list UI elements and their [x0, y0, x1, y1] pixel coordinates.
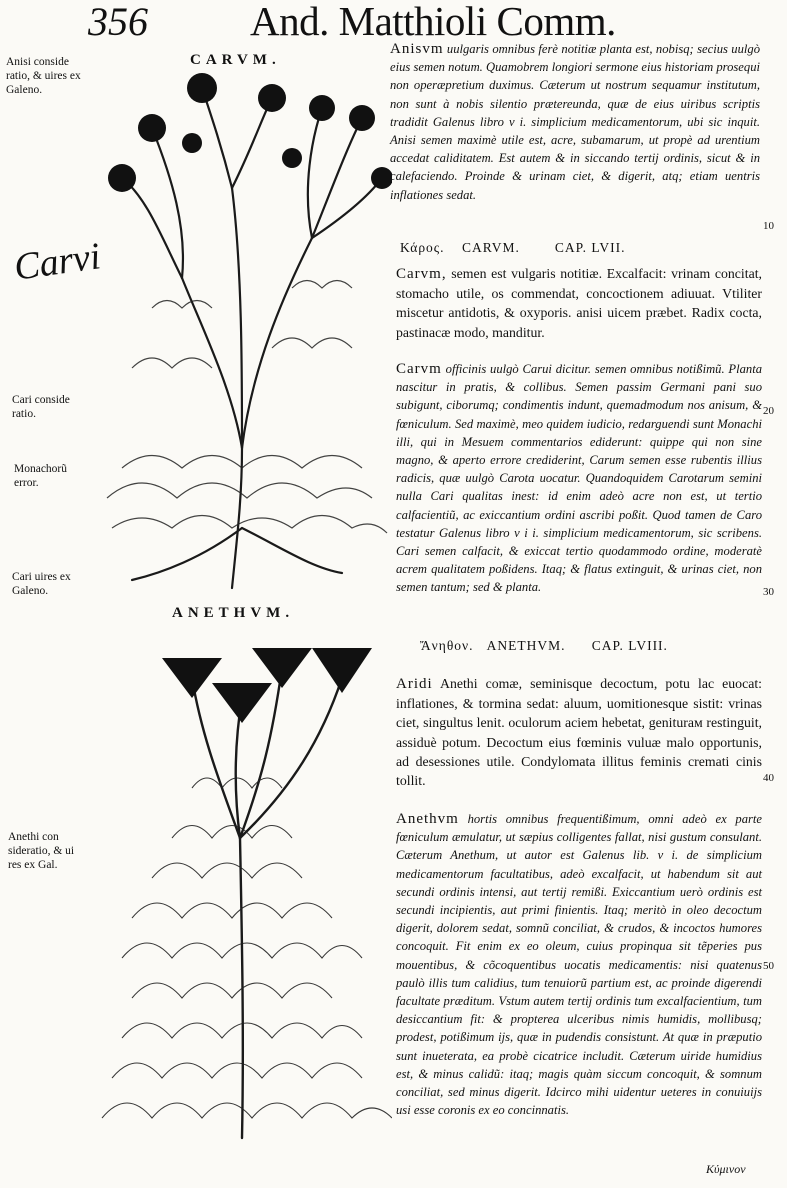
line-number: 50: [763, 960, 774, 972]
carum-heading-chapter: CAP. LVII.: [554, 240, 626, 255]
anethum-heading-chapter: CAP. LVIII.: [591, 638, 668, 653]
line-number: 30: [763, 586, 774, 598]
anethum-dioscorides-paragraph: [396, 674, 762, 790]
catchword: Κύμινον: [706, 1162, 746, 1176]
line-number: 10: [763, 220, 774, 232]
margin-note-anethi: Anethi con sideratio, & ui res ex Gal.: [8, 831, 75, 871]
anethum-text-2: hortis omnibus frequentißimum, omni adeò ex parte fœniculum æmulatur, ut sæpius colligentes fallat, nisi gustum consulant. Cæterum Anethum, ut autor est Galenus lib. v i. de simplicium medicamentorum facultatibus, adeò excalfacit, ut habendum sit aut secundi ordinis intensi, aut tertij remißi. Exiccantium uerò ordinis est secundi incipientis, aut primi finientis. Itaq; meritò in oleo decoctum digerit, dolorem sedat, somnũ conciliat, & crudos, & incoctos humores concoquit. Fit enim ex eo oleum, cuius propinqua sit tẽperies pus mouentibus, & cõcoquentibus uocatis medicamentis: nisi quatenus paulò illis tum calidius, tum tenuiorũ partium est, ac proinde digerendi facultate præditum. Vstum autem tertij ordinis tum excalfacientium, tum desiccantium fit: & propterea ulceribus nimis humidis, mollibusq; prodest, potißimum ijs, quæ in pudendis consistunt. At quæ in præputio sunt inueterata, ea probè cicatrice includit. Cæterum uiride humidius est, & minus calidũ: itaq; magis quàm siccum concoquit, & somnum conciliat, sed minus digerit. Idcirco mihi uidentur ueteres in conuiuijs usi esse coronis ex eo concinnatis.: [396, 812, 762, 1118]
carum-dioscorides-paragraph: [396, 264, 762, 342]
carum-woodcut-illustration: [92, 68, 392, 600]
anethum-heading: [420, 638, 668, 654]
line-number: 20: [763, 405, 774, 417]
carum-text-1: semen est vulgaris notitiæ. Excalfacit: vrinam concitat, stomacho utile, os commendat, concoctionem adiuuat. Vtiliter miscetur antidotis, & oxyporis. anisi uicem præbet. Radix cocta, pastinacæ modo, manditur.: [396, 266, 762, 340]
running-head: And. Matthioli Comm.: [250, 0, 616, 44]
figure-caption-carum: CARVM.: [190, 52, 281, 68]
line-number: 40: [763, 772, 774, 784]
anisum-text: uulgaris omnibus ferè notitiæ planta est, nobisq; secius uulgò eius semen notum. Quamobrem longiori sermone eius historiam prosequi non operæpretium duximus. Cæterum ut nostrum sequamur institutum, non sunt à nobis silentio prætereunda, quæ de eius uiribus scriptis tradidit Galenus libro v i. simplicium medicamentorum, ubi sic inquit. Anisi semen maximè utile est, acre, subamarum, ut propè ad urentium accedat caliditatem. Est autem & in siccando tertij ordinis, sicut & in calefaciendo. Proinde & urinam ciet, & digerit, atq; etiam uentris inflationes sedat.: [390, 42, 760, 202]
anethum-woodcut-illustration: [92, 638, 392, 1158]
anethum-heading-latin: ANETHVM.: [486, 638, 566, 653]
anisum-paragraph: [390, 40, 760, 204]
carum-lead-2: Carvm: [396, 361, 442, 377]
margin-note-cari-uires: Cari uires ex Galeno.: [12, 571, 71, 597]
handwritten-note: Carvi: [11, 235, 104, 289]
margin-note-cari-consideratio: Cari conside ratio.: [12, 394, 70, 420]
carum-heading: [400, 240, 625, 256]
figure-caption-anethum: ANETHVM.: [172, 605, 295, 621]
margin-note-anisi: Anisi conside ratio, & uires ex Galeno.: [6, 56, 81, 96]
anethum-heading-greek: Ἄνηθον.: [420, 638, 474, 653]
anethum-text-1: Anethi comæ, seminisque decoctum, potu lac euocat: inflationes, & tormina sedat: aluum, uomitionesque sistit: vrinas ciet, singultus lenit. oculorum aciem hebetat, geniturам restinguit, assiduè potum. Decoctum eius fœminis vuluæ malo opportunis, ad desessiones utile. Condylomata illitus feminis cremati cinis tollit.: [396, 676, 762, 789]
anethum-lead-2: Anethvm: [396, 811, 459, 827]
carum-text-2: officinis uulgò Carui dicitur. semen omnibus notißimũ. Planta nascitur in pratis, & collibus. Semen passim Germani pani suo subigunt, ciborumq; condimentis indunt, quemadmodum nos anisum, & fœniculum. Sed maximè, meo quidem iudicio, redarguendi sunt Monachi illi, qui in Mesuem commentarios ediderunt: quippe qui non sine magno, & aperto errore crediderint, Carum semen esse rubentis illius radicis, quæ uulgò Carota uocatur. Quandoquidem Carotarum semini nulla Cari qualitas inest: id enim adeò acre non est, ut tertio calfacientiũ, ac exiccantium ordini ascribi poßit. Quod tamen de Caro testatur Galenus libro v i i. simplicium medicamentorum, sic scribens. Cari semen calfacit, & exiccat tertio quodammodo ordine, moderatè acrem qualitatem poßidens. Itaq; & flatus extinguit, & urinas ciet, non semen tantum; sed & planta.: [396, 362, 762, 595]
anethum-commentary-paragraph: [396, 810, 762, 1119]
margin-note-monachorum: Monachorũ error.: [14, 463, 68, 489]
carum-lead-1: Carvm,: [396, 266, 447, 282]
anethum-lead-1: Aridi: [396, 676, 433, 692]
anisum-lead: Anisvm: [390, 41, 444, 57]
carum-heading-latin: CARVM.: [462, 240, 520, 255]
carum-commentary-paragraph: [396, 360, 762, 597]
page-number: 356: [88, 0, 148, 44]
carum-heading-greek: Κάρος.: [400, 240, 445, 255]
